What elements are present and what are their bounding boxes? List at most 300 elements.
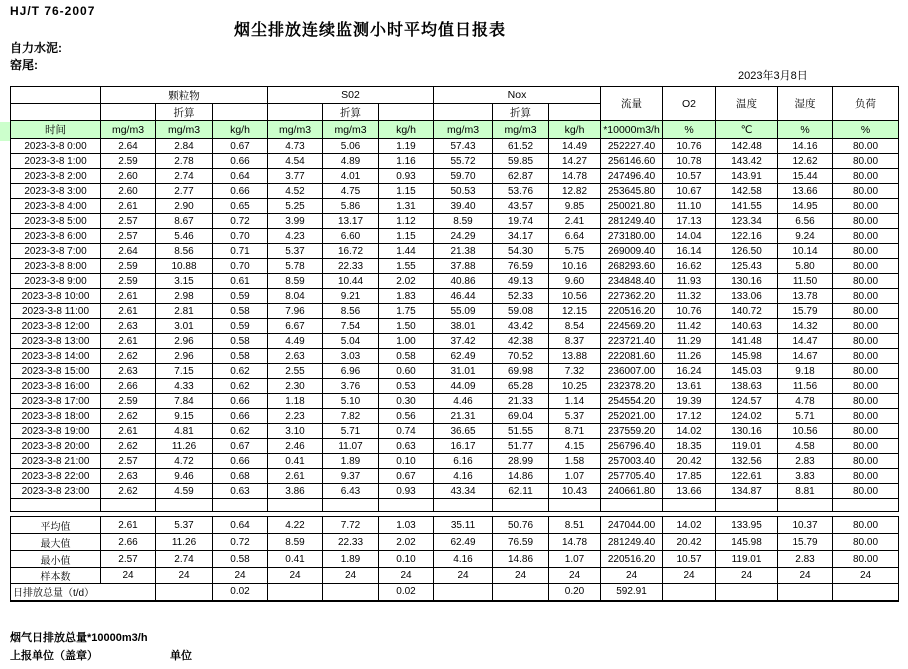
value-cell: 253645.80 (601, 184, 663, 199)
value-cell: 0.68 (213, 469, 268, 484)
value-cell: 2.78 (156, 154, 213, 169)
value-cell: 4.15 (549, 439, 601, 454)
summary-value-cell: 62.49 (434, 534, 493, 551)
unit-cell: *10000m3/h (601, 121, 663, 139)
nox-converted-label: 折算 (493, 104, 549, 121)
blank-cell (663, 499, 716, 512)
value-cell: 40.86 (434, 274, 493, 289)
value-cell: 22.33 (323, 259, 379, 274)
summary-value-cell: 50.76 (493, 517, 549, 534)
time-cell: 2023-3-8 0:00 (11, 139, 101, 154)
value-cell: 141.55 (716, 199, 778, 214)
value-cell: 133.06 (716, 289, 778, 304)
value-cell: 2.02 (379, 274, 434, 289)
value-cell: 80.00 (833, 394, 899, 409)
value-cell: 21.38 (434, 244, 493, 259)
summary-value-cell: 10.57 (663, 551, 716, 568)
value-cell: 43.57 (493, 199, 549, 214)
value-cell: 257705.40 (601, 469, 663, 484)
unit-cell: mg/m3 (156, 121, 213, 139)
value-cell: 0.63 (379, 439, 434, 454)
value-cell: 37.88 (434, 259, 493, 274)
value-cell: 80.00 (833, 259, 899, 274)
col-group-pm: 颗粒物 (101, 87, 268, 104)
summary-value-cell: 24 (434, 568, 493, 584)
time-cell: 2023-3-8 12:00 (11, 319, 101, 334)
time-cell: 2023-3-8 5:00 (11, 214, 101, 229)
value-cell: 8.56 (323, 304, 379, 319)
daily-total-cell: 0.20 (549, 584, 601, 601)
time-cell: 2023-3-8 3:00 (11, 184, 101, 199)
value-cell: 2.64 (101, 244, 156, 259)
flow-total-note: 烟气日排放总量*10000m3/h (10, 632, 148, 644)
blank-cell (716, 499, 778, 512)
summary-value-cell: 24 (379, 568, 434, 584)
summary-label: 最大值 (11, 534, 101, 551)
summary-value-cell: 76.59 (493, 534, 549, 551)
unit-cell: mg/m3 (493, 121, 549, 139)
page-title: 烟尘排放连续监测小时平均值日报表 (233, 22, 506, 39)
value-cell: 2.59 (101, 394, 156, 409)
value-cell: 0.66 (213, 454, 268, 469)
value-cell: 2.83 (778, 454, 833, 469)
report-table-wrapper (10, 86, 899, 602)
value-cell: 0.58 (213, 304, 268, 319)
summary-value-cell: 24 (663, 568, 716, 584)
value-cell: 21.31 (434, 409, 493, 424)
blank-cell (379, 499, 434, 512)
value-cell: 53.76 (493, 184, 549, 199)
value-cell: 2.74 (156, 169, 213, 184)
summary-value-cell: 24 (778, 568, 833, 584)
summary-value-cell: 80.00 (833, 551, 899, 568)
group-header-row (11, 87, 899, 104)
value-cell: 34.17 (493, 229, 549, 244)
value-cell: 38.01 (434, 319, 493, 334)
value-cell: 1.07 (549, 469, 601, 484)
time-cell: 2023-3-8 8:00 (11, 259, 101, 274)
value-cell: 6.60 (323, 229, 379, 244)
time-column-header: 时间 (11, 121, 101, 139)
summary-value-cell: 1.03 (379, 517, 434, 534)
value-cell: 13.17 (323, 214, 379, 229)
value-cell: 2.61 (101, 199, 156, 214)
value-cell: 273180.00 (601, 229, 663, 244)
value-cell: 5.04 (323, 334, 379, 349)
value-cell: 9.24 (778, 229, 833, 244)
value-cell: 2.61 (268, 469, 323, 484)
value-cell: 14.78 (549, 169, 601, 184)
value-cell: 7.84 (156, 394, 213, 409)
summary-value-cell: 7.72 (323, 517, 379, 534)
value-cell: 0.59 (213, 289, 268, 304)
value-cell: 10.56 (549, 289, 601, 304)
time-cell: 2023-3-8 21:00 (11, 454, 101, 469)
time-cell: 2023-3-8 10:00 (11, 289, 101, 304)
value-cell: 240661.80 (601, 484, 663, 499)
table-row (11, 259, 899, 274)
value-cell: 269009.40 (601, 244, 663, 259)
value-cell: 234848.40 (601, 274, 663, 289)
value-cell: 9.60 (549, 274, 601, 289)
table-row (11, 334, 899, 349)
value-cell: 2.61 (101, 304, 156, 319)
value-cell: 142.58 (716, 184, 778, 199)
value-cell: 10.44 (323, 274, 379, 289)
value-cell: 14.95 (778, 199, 833, 214)
value-cell: 50.53 (434, 184, 493, 199)
value-cell: 3.77 (268, 169, 323, 184)
time-cell: 2023-3-8 22:00 (11, 469, 101, 484)
value-cell: 80.00 (833, 439, 899, 454)
empty-row (11, 499, 899, 512)
daily-total-cell: 0.02 (379, 584, 434, 601)
value-cell: 0.72 (213, 214, 268, 229)
time-cell: 2023-3-8 14:00 (11, 349, 101, 364)
value-cell: 232378.20 (601, 379, 663, 394)
summary-label: 样本数 (11, 568, 101, 584)
value-cell: 16.14 (663, 244, 716, 259)
unit-cell: kg/h (549, 121, 601, 139)
value-cell: 1.16 (379, 154, 434, 169)
value-cell: 0.62 (213, 424, 268, 439)
value-cell: 4.58 (778, 439, 833, 454)
value-cell: 19.74 (493, 214, 549, 229)
value-cell: 2.59 (101, 274, 156, 289)
summary-value-cell: 145.98 (716, 534, 778, 551)
value-cell: 10.25 (549, 379, 601, 394)
value-cell: 2.64 (101, 139, 156, 154)
daily-total-cell (716, 584, 778, 601)
value-cell: 9.21 (323, 289, 379, 304)
value-cell: 11.26 (156, 439, 213, 454)
value-cell: 52.33 (493, 289, 549, 304)
summary-row (11, 551, 899, 568)
unit-label: 单位 (170, 650, 192, 662)
daily-total-cell (833, 584, 899, 601)
value-cell: 16.72 (323, 244, 379, 259)
value-cell: 0.93 (379, 484, 434, 499)
summary-value-cell: 14.86 (493, 551, 549, 568)
value-cell: 1.12 (379, 214, 434, 229)
value-cell: 2.90 (156, 199, 213, 214)
value-cell: 80.00 (833, 484, 899, 499)
value-cell: 2.62 (101, 349, 156, 364)
value-cell: 15.79 (778, 304, 833, 319)
value-cell: 124.02 (716, 409, 778, 424)
table-row (11, 244, 899, 259)
value-cell: 130.16 (716, 424, 778, 439)
value-cell: 143.91 (716, 169, 778, 184)
unit-cell: mg/m3 (268, 121, 323, 139)
daily-total-cell (268, 584, 323, 601)
value-cell: 51.77 (493, 439, 549, 454)
value-cell: 4.75 (323, 184, 379, 199)
value-cell: 122.61 (716, 469, 778, 484)
summary-table (10, 516, 899, 602)
value-cell: 0.58 (213, 349, 268, 364)
table-row (11, 394, 899, 409)
summary-value-cell: 14.78 (549, 534, 601, 551)
time-cell: 2023-3-8 15:00 (11, 364, 101, 379)
summary-value-cell: 15.79 (778, 534, 833, 551)
table-row (11, 319, 899, 334)
value-cell: 69.04 (493, 409, 549, 424)
daily-total-cell (493, 584, 549, 601)
table-row (11, 469, 899, 484)
value-cell: 8.67 (156, 214, 213, 229)
value-cell: 0.74 (379, 424, 434, 439)
time-cell: 2023-3-8 9:00 (11, 274, 101, 289)
value-cell: 0.93 (379, 169, 434, 184)
value-cell: 222081.60 (601, 349, 663, 364)
value-cell: 0.61 (213, 274, 268, 289)
daily-total-cell (434, 584, 493, 601)
summary-value-cell: 22.33 (323, 534, 379, 551)
value-cell: 54.30 (493, 244, 549, 259)
value-cell: 4.33 (156, 379, 213, 394)
value-cell: 8.54 (549, 319, 601, 334)
value-cell: 9.18 (778, 364, 833, 379)
value-cell: 14.04 (663, 229, 716, 244)
table-row (11, 439, 899, 454)
value-cell: 80.00 (833, 334, 899, 349)
summary-value-cell: 0.64 (213, 517, 268, 534)
value-cell: 14.86 (493, 469, 549, 484)
value-cell: 10.76 (663, 139, 716, 154)
value-cell: 2.98 (156, 289, 213, 304)
value-cell: 61.52 (493, 139, 549, 154)
value-cell: 28.99 (493, 454, 549, 469)
table-row (11, 184, 899, 199)
summary-row (11, 534, 899, 551)
summary-value-cell: 1.07 (549, 551, 601, 568)
value-cell: 5.37 (549, 409, 601, 424)
table-row (11, 154, 899, 169)
value-cell: 268293.60 (601, 259, 663, 274)
summary-row (11, 568, 899, 584)
value-cell: 0.62 (213, 379, 268, 394)
table-row (11, 349, 899, 364)
table-row (11, 409, 899, 424)
value-cell: 14.49 (549, 139, 601, 154)
unit-cell: % (833, 121, 899, 139)
time-cell: 2023-3-8 1:00 (11, 154, 101, 169)
blank-cell (833, 499, 899, 512)
value-cell: 0.56 (379, 409, 434, 424)
value-cell: 80.00 (833, 184, 899, 199)
unit-cell: kg/h (379, 121, 434, 139)
value-cell: 6.56 (778, 214, 833, 229)
daily-total-label: 日排放总量（t/d） (11, 584, 156, 601)
value-cell: 9.85 (549, 199, 601, 214)
table-row (11, 214, 899, 229)
value-cell: 4.81 (156, 424, 213, 439)
value-cell: 3.76 (323, 379, 379, 394)
value-cell: 5.71 (778, 409, 833, 424)
value-cell: 2.57 (101, 229, 156, 244)
blank-cell (213, 104, 268, 121)
value-cell: 2.61 (101, 334, 156, 349)
value-cell: 0.10 (379, 454, 434, 469)
col-o2: O2 (663, 87, 716, 121)
blank-cell (549, 499, 601, 512)
summary-value-cell: 247044.00 (601, 517, 663, 534)
value-cell: 2.96 (156, 349, 213, 364)
value-cell: 11.56 (778, 379, 833, 394)
value-cell: 2.81 (156, 304, 213, 319)
summary-value-cell: 220516.20 (601, 551, 663, 568)
summary-value-cell: 24 (601, 568, 663, 584)
value-cell: 11.26 (663, 349, 716, 364)
value-cell: 20.42 (663, 454, 716, 469)
daily-total-row (11, 584, 899, 601)
summary-value-cell: 11.26 (156, 534, 213, 551)
value-cell: 4.23 (268, 229, 323, 244)
value-cell: 2.62 (101, 484, 156, 499)
summary-value-cell: 0.41 (268, 551, 323, 568)
value-cell: 11.07 (323, 439, 379, 454)
value-cell: 237559.20 (601, 424, 663, 439)
value-cell: 142.48 (716, 139, 778, 154)
value-cell: 80.00 (833, 304, 899, 319)
summary-value-cell: 80.00 (833, 534, 899, 551)
standard-code: HJ/T 76-2007 (10, 4, 96, 18)
value-cell: 11.10 (663, 199, 716, 214)
value-cell: 6.43 (323, 484, 379, 499)
value-cell: 2.63 (101, 319, 156, 334)
value-cell: 2.84 (156, 139, 213, 154)
summary-label: 最小值 (11, 551, 101, 568)
value-cell: 80.00 (833, 229, 899, 244)
value-cell: 80.00 (833, 244, 899, 259)
value-cell: 2.55 (268, 364, 323, 379)
value-cell: 140.72 (716, 304, 778, 319)
value-cell: 2.59 (101, 154, 156, 169)
value-cell: 1.75 (379, 304, 434, 319)
value-cell: 11.29 (663, 334, 716, 349)
col-humidity: 湿度 (778, 87, 833, 121)
value-cell: 3.15 (156, 274, 213, 289)
so2-converted-label: 折算 (323, 104, 379, 121)
value-cell: 250021.80 (601, 199, 663, 214)
blank-cell (549, 104, 601, 121)
value-cell: 0.67 (379, 469, 434, 484)
table-row (11, 379, 899, 394)
col-group-nox: Nox (434, 87, 601, 104)
value-cell: 134.87 (716, 484, 778, 499)
value-cell: 10.67 (663, 184, 716, 199)
summary-value-cell: 4.16 (434, 551, 493, 568)
value-cell: 7.32 (549, 364, 601, 379)
value-cell: 1.18 (268, 394, 323, 409)
value-cell: 59.85 (493, 154, 549, 169)
summary-value-cell: 133.95 (716, 517, 778, 534)
value-cell: 223721.40 (601, 334, 663, 349)
value-cell: 2.57 (101, 454, 156, 469)
value-cell: 13.88 (549, 349, 601, 364)
time-header-blank (11, 87, 101, 104)
table-row (11, 424, 899, 439)
value-cell: 9.37 (323, 469, 379, 484)
value-cell: 254554.20 (601, 394, 663, 409)
value-cell: 2.63 (268, 349, 323, 364)
value-cell: 57.43 (434, 139, 493, 154)
summary-value-cell: 8.59 (268, 534, 323, 551)
value-cell: 256146.60 (601, 154, 663, 169)
value-cell: 69.98 (493, 364, 549, 379)
value-cell: 80.00 (833, 409, 899, 424)
summary-value-cell: 2.61 (101, 517, 156, 534)
value-cell: 80.00 (833, 139, 899, 154)
value-cell: 17.85 (663, 469, 716, 484)
value-cell: 13.78 (778, 289, 833, 304)
daily-total-cell (323, 584, 379, 601)
col-load: 负荷 (833, 87, 899, 121)
value-cell: 10.14 (778, 244, 833, 259)
value-cell: 1.50 (379, 319, 434, 334)
summary-value-cell: 24 (101, 568, 156, 584)
value-cell: 18.35 (663, 439, 716, 454)
value-cell: 256796.40 (601, 439, 663, 454)
value-cell: 1.19 (379, 139, 434, 154)
value-cell: 7.96 (268, 304, 323, 319)
value-cell: 125.43 (716, 259, 778, 274)
value-cell: 65.28 (493, 379, 549, 394)
value-cell: 21.33 (493, 394, 549, 409)
value-cell: 0.71 (213, 244, 268, 259)
summary-value-cell: 1.89 (323, 551, 379, 568)
units-row (11, 121, 899, 139)
value-cell: 123.34 (716, 214, 778, 229)
value-cell: 0.67 (213, 439, 268, 454)
value-cell: 2.57 (101, 214, 156, 229)
value-cell: 0.70 (213, 259, 268, 274)
value-cell: 43.34 (434, 484, 493, 499)
value-cell: 80.00 (833, 319, 899, 334)
summary-value-cell: 24 (549, 568, 601, 584)
value-cell: 80.00 (833, 154, 899, 169)
value-cell: 10.57 (663, 169, 716, 184)
table-row (11, 364, 899, 379)
value-cell: 10.16 (549, 259, 601, 274)
blank-cell (379, 104, 434, 121)
col-flow: 流量 (601, 87, 663, 121)
value-cell: 80.00 (833, 199, 899, 214)
value-cell: 0.66 (213, 394, 268, 409)
value-cell: 0.62 (213, 364, 268, 379)
value-cell: 2.41 (549, 214, 601, 229)
value-cell: 220516.20 (601, 304, 663, 319)
summary-value-cell: 24 (323, 568, 379, 584)
value-cell: 10.78 (663, 154, 716, 169)
value-cell: 80.00 (833, 214, 899, 229)
value-cell: 8.04 (268, 289, 323, 304)
daily-total-cell (663, 584, 716, 601)
value-cell: 2.77 (156, 184, 213, 199)
value-cell: 37.42 (434, 334, 493, 349)
unit-cell: % (663, 121, 716, 139)
value-cell: 5.78 (268, 259, 323, 274)
value-cell: 8.59 (434, 214, 493, 229)
summary-value-cell: 119.01 (716, 551, 778, 568)
summary-value-cell: 24 (716, 568, 778, 584)
time-cell: 2023-3-8 2:00 (11, 169, 101, 184)
value-cell: 14.02 (663, 424, 716, 439)
value-cell: 4.89 (323, 154, 379, 169)
value-cell: 7.82 (323, 409, 379, 424)
table-row (11, 484, 899, 499)
